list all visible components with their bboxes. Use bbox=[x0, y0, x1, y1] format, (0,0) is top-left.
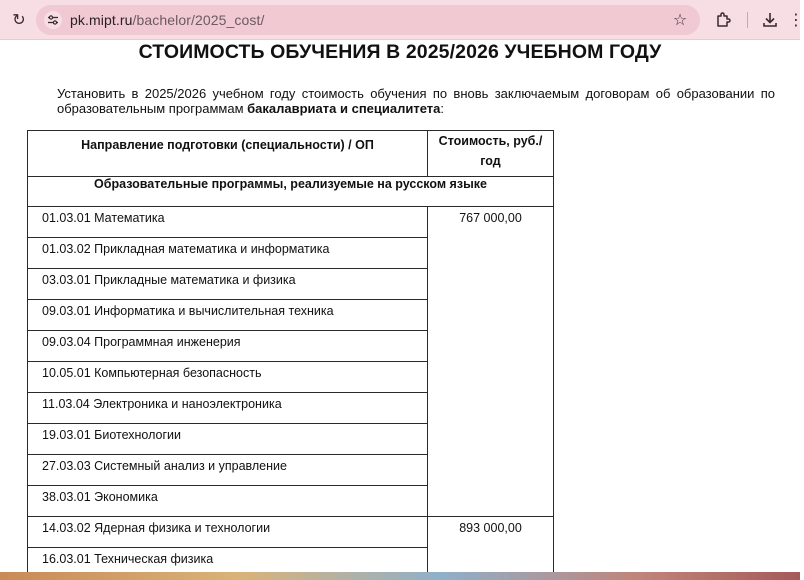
section-title: Образовательные программы, реализуемые на русском языке bbox=[28, 177, 554, 207]
url-path: /bachelor/2025_cost/ bbox=[132, 12, 265, 28]
header-direction: Направление подготовки (специальности) / ОП bbox=[28, 131, 428, 177]
extensions-icon[interactable] bbox=[714, 10, 734, 30]
program-name: 10.05.01 Компьютерная безопасность bbox=[28, 362, 428, 393]
program-name: 27.03.03 Системный анализ и управление bbox=[28, 455, 428, 486]
program-name: 09.03.01 Информатика и вычислительная техника bbox=[28, 300, 428, 331]
section-row bbox=[28, 177, 554, 207]
header-cost: Стоимость, руб./ год bbox=[428, 131, 554, 177]
program-name: 09.03.04 Программная инженерия bbox=[28, 331, 428, 362]
intro-text: Установить в 2025/2026 учебном году стоимость обучения по вновь заключаемым договорам об образовании по образовательным программам bbox=[57, 86, 775, 116]
program-name: 19.03.01 Биотехнологии bbox=[28, 424, 428, 455]
table-row bbox=[28, 517, 554, 548]
program-name: 16.03.01 Техническая физика bbox=[28, 548, 428, 579]
cost-table bbox=[27, 130, 554, 579]
reload-icon[interactable]: ↻ bbox=[12, 10, 26, 29]
address-bar[interactable] bbox=[36, 5, 700, 35]
program-name: 11.03.04 Электроника и наноэлектроника bbox=[28, 393, 428, 424]
url-host: pk.mipt.ru bbox=[70, 12, 133, 28]
intro-end: : bbox=[440, 101, 445, 116]
program-name: 03.03.01 Прикладные математика и физика bbox=[28, 269, 428, 300]
url-text[interactable] bbox=[70, 5, 264, 35]
page-title: СТОИМОСТЬ ОБУЧЕНИЯ В 2025/2026 УЧЕБНОМ ГОДУ bbox=[138, 41, 662, 63]
program-name: 38.03.01 Экономика bbox=[28, 486, 428, 517]
intro-paragraph bbox=[57, 86, 775, 116]
program-price: 767 000,00 bbox=[428, 207, 554, 517]
table-row bbox=[28, 207, 554, 238]
browser-menu-icon[interactable]: ⋮ bbox=[788, 10, 804, 29]
toolbar-separator bbox=[747, 12, 748, 28]
program-name: 14.03.02 Ядерная физика и технологии bbox=[28, 517, 428, 548]
table-header bbox=[28, 131, 554, 177]
program-price: 893 000,00 bbox=[428, 517, 554, 579]
download-icon[interactable] bbox=[760, 10, 780, 30]
site-settings-icon[interactable] bbox=[44, 11, 62, 29]
browser-toolbar bbox=[0, 0, 804, 40]
intro-bold: бакалавриата и специалитета bbox=[247, 101, 441, 116]
program-name: 01.03.02 Прикладная математика и информатика bbox=[28, 238, 428, 269]
program-name: 01.03.01 Математика bbox=[28, 207, 428, 238]
taskbar-edge bbox=[0, 572, 800, 580]
bookmark-star-icon[interactable]: ☆ bbox=[672, 10, 688, 29]
